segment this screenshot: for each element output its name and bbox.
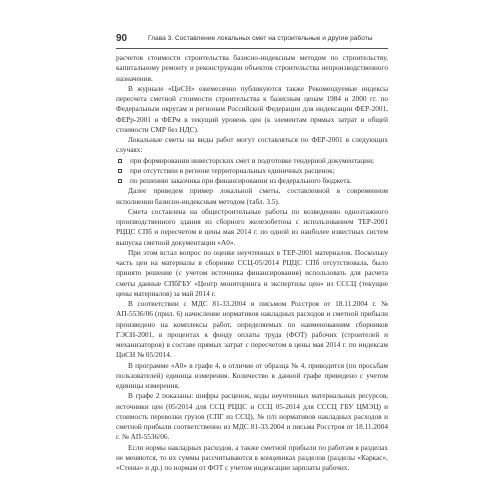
running-header	[116, 33, 388, 47]
paragraph-column-2: В графе 2 показаны: шифры расценок, коды неучтенных материальных ресурсов, источники цен (05/2014 для ССЦ РЦЦС и ССЦ 05-2014 для СССЦ ГБУ ЦМЭЦ) и стоимость перевозки грузов (СПГ из ССЦ), № п/п нормативов накладных расходов и сметной прибыли соответственно из МДС 81-33.2004 и письма Росстроя от 18.11.2004 г. № АП-5536/06.	[116, 391, 388, 442]
list-item-text: при формировании инвесторских смет и подготовке тендерной документации;	[130, 155, 375, 165]
list-item-text: при отсутствии в регионе территориальных единичных расценок;	[130, 165, 335, 175]
checkbox-bullet-icon	[118, 179, 122, 183]
body-text	[116, 53, 388, 473]
paragraph-section-totals: Если нормы накладных расходов, а также сметной прибыли по работам в разделах не меняются, то их суммы рассчитываются в концевиках разделов (разделы «Каркас», «Стены» и др.) по нормам от ФОТ с учетом индексации зарплаты рабочих.	[116, 442, 388, 472]
paragraph-estimate-basis: Смета составлена на общестроительные работы по возведению одноэтажного производственного здания из сборного железобетона с использованием ТЕР-2001 РЦЦС СПб и пересчетом в цены мая 2014 г. по одной из наиболее известных систем выпуска сметной документации «А0».	[116, 206, 388, 247]
paragraph-program-a0: В программе «А0» в графе 4, в отличие от образца № 4, приводится (по просьбам пользователей) единица измерения. Количество в данной графе приведено с учетом единицы измерения.	[116, 360, 388, 390]
paragraph-materials: При этом встал вопрос по оценке неучтенных в ТЕР-2001 материалов. Поскольку часть цен на материалы в сборнике ССЦ-05/2014 РЦЦС СПб отсутствовала, было принято решение (с учетом источника финансирования) использовать для расчета сметы данные СПбГБУ «Центр мониторинга и экспертизы цен» из СССЦ (текущие цены материалов) за май 2014 г.	[116, 247, 388, 298]
cases-list	[116, 156, 388, 187]
list-item	[116, 156, 388, 166]
paragraph-price-indices: В журнале «ЦнСН» ежемесячно публикуются также Рекомендуемые индексы пересчета сметной стоимости строительства к базисным ценам 1984 и 2000 гг. по Федеральным округам и регионам Российской Федерации для индексации ФЕР-2001, ФЕРр-2001 и ФЕРм в текущий уровень цен (к элементам прямых затрат и общей стоимости СМР без НДС).	[116, 83, 388, 134]
chapter-title: Глава 3. Составление локальных смет на строительные и другие работы	[148, 35, 373, 42]
paragraph-overhead-norms: В соответствии с МДС 81-33.2004 и письмом Росстроя от 18.11.2004 г. № АП-5536/06 (прил. 6) начисление нормативов накладных расходов и сметной прибыли произведено на комплексы работ, определяемых по наименованиям сборников ГЭСН-2001, в процентах к фонду оплаты труда (ФОТ) рабочих (строителей и механизаторов) в составе прямых затрат с пересчетом в цены мая 2014 г. по индексам ЦнСН № 05/2014.	[116, 299, 388, 360]
checkbox-bullet-icon	[118, 169, 122, 173]
paragraph-example-intro: Далее приведем пример локальной сметы, составленной в современном исполнении базисно-индексным методом (табл. 3.5).	[116, 186, 388, 206]
list-item	[116, 176, 388, 186]
list-item-text: по решению заказчика при финансировании из федерального бюджета.	[130, 176, 352, 185]
paragraph-continuation: расчетов стоимости строительства базисно-индексным методом по строительству, капитальному ремонту и реконструкции объектов строительства непроизводственного назначения.	[116, 53, 388, 83]
list-item	[116, 166, 388, 176]
paragraph-fer-cases: Локальные сметы на виды работ могут составляться по ФЕР-2001 в следующих случаях:	[116, 135, 388, 155]
page-number: 90	[116, 33, 128, 44]
checkbox-bullet-icon	[118, 159, 122, 163]
header-divider	[116, 48, 388, 49]
